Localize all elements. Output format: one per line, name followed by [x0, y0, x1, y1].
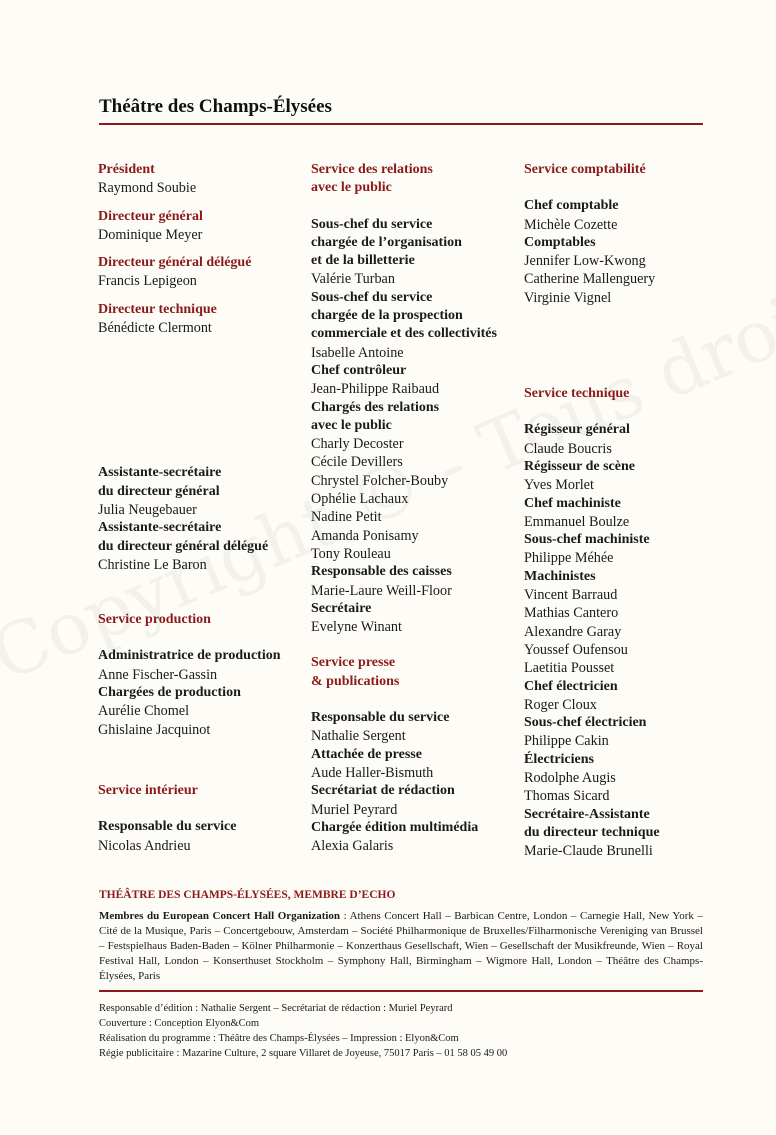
section-heading: Service production [98, 612, 211, 628]
role-title: Chargés des relations [311, 399, 440, 415]
staff-name: Charly Decoster [311, 436, 404, 453]
echo-lead: Membres du European Concert Hall Organization [99, 910, 341, 922]
role-title: Régisseur général [524, 422, 630, 438]
role-title: Chef contrôleur [311, 362, 407, 378]
role-title: Sous-chef du service [311, 289, 433, 305]
section-heading: & publications [311, 673, 400, 689]
footer-divider [99, 990, 703, 992]
role-title: Sous-chef machiniste [524, 532, 650, 548]
staff-name: Marie-Claude Brunelli [524, 843, 653, 860]
role-title: Secrétariat de rédaction [311, 783, 455, 799]
role-title: Président [98, 162, 155, 177]
section-heading: Service technique [524, 386, 630, 402]
role-title: Administratrice de production [98, 648, 281, 664]
role-title: Chef comptable [524, 198, 619, 214]
role-title: Attachée de presse [311, 746, 422, 762]
role-title: Responsable du service [311, 710, 450, 726]
staff-name: Anne Fischer-Gassin [98, 666, 218, 683]
role-title: Électriciens [524, 751, 594, 767]
role-title: du directeur technique [524, 824, 660, 840]
staff-name: Claude Boucris [524, 440, 612, 457]
staff-name: Rodolphe Augis [524, 770, 616, 787]
staff-name: Jean-Philippe Raibaud [311, 381, 440, 398]
credit-line: Couverture : Conception Elyon&Com [99, 1018, 260, 1029]
staff-name: Dominique Meyer [98, 226, 203, 243]
echo-members-text [99, 909, 703, 984]
staff-name: Thomas Sicard [524, 788, 610, 805]
role-title: Directeur général [98, 208, 203, 224]
role-title: Assistante-secrétaire [98, 465, 222, 481]
role-title: Chargée édition multimédia [311, 819, 479, 835]
role-title: Chef machiniste [524, 495, 621, 511]
echo-body: : Athens Concert Hall – Barbican Centre, London – Carnegie Hall, New York – Cité de la Musique, Paris – Concertgebouw, Amsterdam – Société Philharmonique de Bruxelles/Filharmonische Vereniging van Brussel – Festspielhaus Baden-Baden – Kölner Philharmonie – Konzerthaus Gesellschaft, Wien – Gesellschaft der Musikfreunde, Wien – Royal Festival Hall, London – Konserthuset Stockholm – Symphony Hall, Birmingham – Wigmore Hall, London – Théâtre des Champs-Élysées, Paris [99, 910, 703, 982]
staff-name: Ophélie Lachaux [311, 491, 409, 508]
staff-name: Bénédicte Clermont [98, 320, 212, 337]
staff-name: Alexandre Garay [524, 623, 622, 640]
staff-name: Yves Morlet [524, 477, 594, 494]
staff-name: Nadine Petit [311, 509, 382, 526]
staff-name: Isabelle Antoine [311, 344, 404, 361]
staff-name: Emmanuel Boulze [524, 513, 630, 530]
staff-name: Aude Haller-Bismuth [311, 764, 434, 781]
role-title: Responsable du service [98, 819, 237, 835]
role-title: Chargées de production [98, 685, 241, 701]
staff-name: Catherine Mallenguery [524, 271, 656, 288]
role-title: du directeur général [98, 483, 220, 499]
staff-name: Nathalie Sergent [311, 728, 406, 745]
role-title: Machinistes [524, 568, 596, 584]
role-title: chargée de la prospection [311, 308, 463, 324]
section-heading: Service intérieur [98, 782, 198, 798]
section-heading: Service des relations [311, 162, 433, 177]
staff-name: Virginie Vignel [524, 289, 612, 306]
role-title: Secrétaire-Assistante [524, 806, 650, 822]
staff-name: Ghislaine Jacquinot [98, 721, 211, 738]
credit-line: Réalisation du programme : Théâtre des Champs-Élysées – Impression : Elyon&Com [99, 1033, 459, 1044]
staff-name: Tony Rouleau [311, 545, 391, 562]
role-title: du directeur général délégué [98, 538, 269, 554]
page-header [99, 96, 703, 118]
staff-name: Evelyne Winant [311, 619, 402, 636]
role-title: et de la billetterie [311, 253, 415, 269]
staff-name: Chrystel Folcher-Bouby [311, 472, 449, 489]
staff-name: Jennifer Low-Kwong [524, 253, 646, 270]
role-title: Régisseur de scène [524, 458, 635, 474]
staff-name: Cécile Devillers [311, 454, 403, 471]
staff-name: Raymond Soubie [98, 180, 197, 197]
role-title: commerciale et des collectivités [311, 326, 497, 342]
staff-column-3 [524, 161, 729, 861]
staff-name: Marie-Laure Weill-Floor [311, 582, 452, 599]
role-title: Sous-chef du service [311, 216, 433, 232]
staff-name: Mathias Cantero [524, 605, 619, 622]
credit-line: Responsable d’édition : Nathalie Sergent – Secrétariat de rédaction : Muriel Peyrard [99, 1003, 453, 1014]
credits [99, 1001, 703, 1061]
page-title: Théâtre des Champs-Élysées [99, 96, 332, 117]
staff-column-2 [311, 161, 516, 855]
role-title: Assistante-secrétaire [98, 520, 222, 536]
staff-name: Philippe Méhée [524, 550, 614, 567]
role-title: Directeur général délégué [98, 255, 252, 271]
role-title: Directeur technique [98, 301, 217, 317]
role-title: avec le public [311, 417, 392, 433]
staff-column-1 [98, 161, 303, 855]
role-title: Chef électricien [524, 678, 618, 694]
section-heading: avec le public [311, 180, 392, 196]
staff-name: Philippe Cakin [524, 733, 609, 750]
section-heading: Service presse [311, 655, 396, 671]
staff-name: Christine Le Baron [98, 556, 207, 573]
header-divider [99, 123, 703, 125]
staff-name: Julia Neugebauer [98, 501, 197, 518]
staff-name: Amanda Ponisamy [311, 527, 419, 544]
staff-name: Michèle Cozette [524, 216, 618, 233]
staff-name: Francis Lepigeon [98, 273, 197, 290]
staff-name: Vincent Barraud [524, 587, 618, 604]
staff-name: Alexia Galaris [311, 838, 394, 855]
role-title: Sous-chef électricien [524, 715, 647, 731]
credit-line: Régie publicitaire : Mazarine Culture, 2 square Villaret de Joyeuse, 75017 Paris – 01 58 05 49 00 [99, 1048, 508, 1059]
staff-name: Aurélie Chomel [98, 703, 190, 720]
staff-name: Roger Cloux [524, 696, 597, 713]
role-title: chargée de l’organisation [311, 234, 462, 250]
role-title: Comptables [524, 234, 596, 250]
staff-name: Valérie Turban [311, 271, 395, 288]
staff-name: Youssef Oufensou [524, 641, 628, 658]
echo-title: THÉÂTRE DES CHAMPS-ÉLYSÉES, MEMBRE D’ECHO [99, 889, 396, 901]
role-title: Secrétaire [311, 600, 372, 616]
staff-name: Laetitia Pousset [524, 660, 615, 677]
section-heading: Service comptabilité [524, 162, 646, 177]
role-title: Responsable des caisses [311, 564, 452, 580]
staff-name: Muriel Peyrard [311, 801, 398, 818]
staff-name: Nicolas Andrieu [98, 837, 191, 854]
